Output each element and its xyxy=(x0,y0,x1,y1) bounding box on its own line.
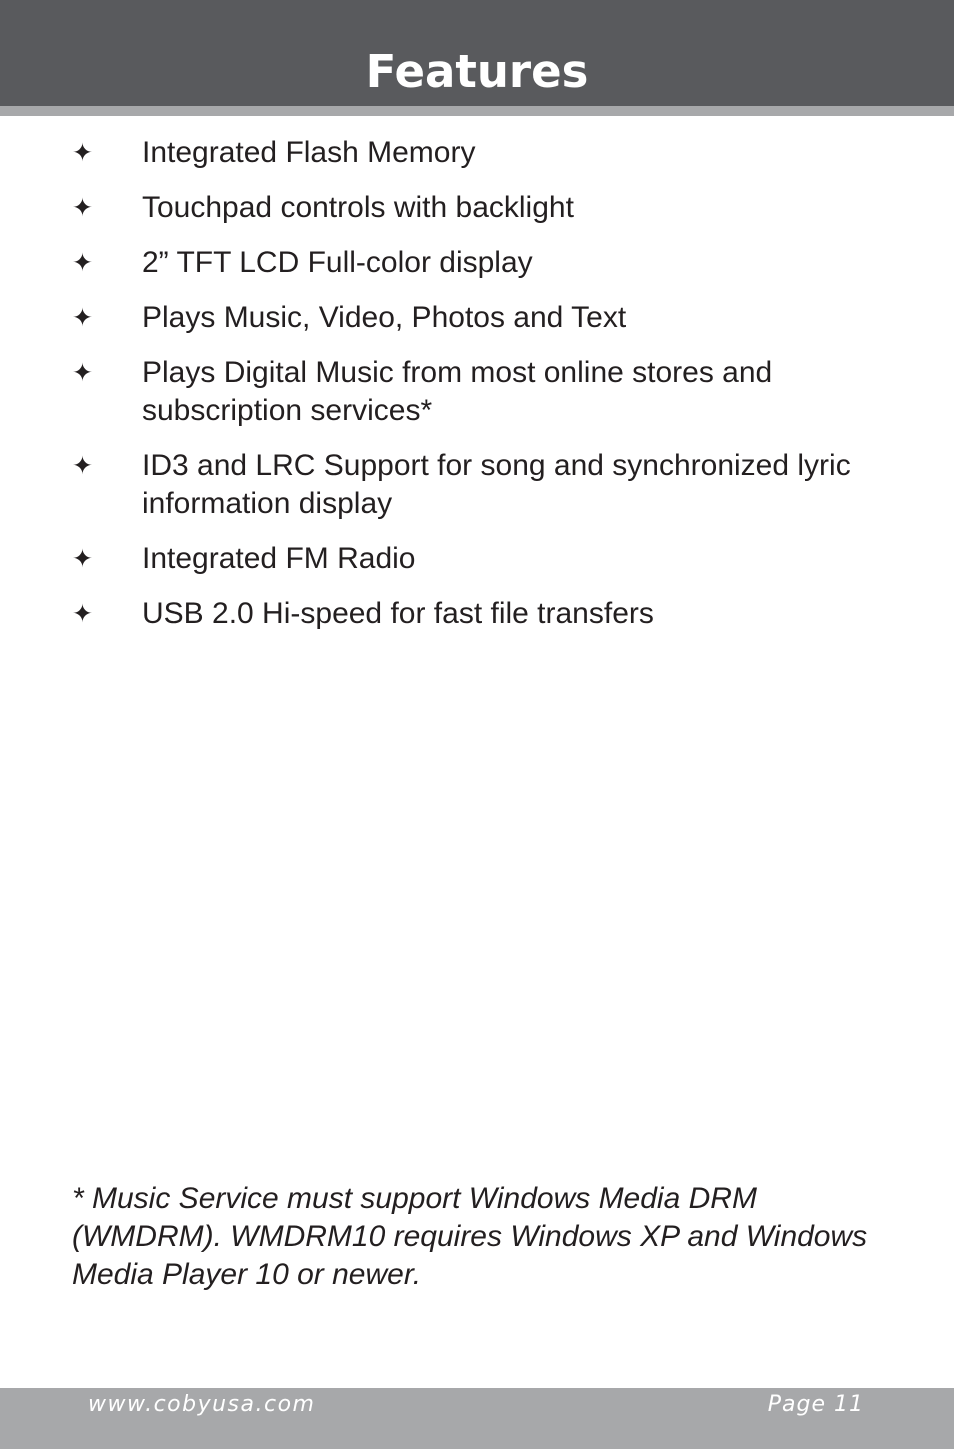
feature-text: Integrated FM Radio xyxy=(142,542,416,575)
list-item xyxy=(0,595,954,633)
four-point-star-icon: ✦ xyxy=(72,193,93,222)
list-item xyxy=(0,299,954,337)
features-list xyxy=(0,134,954,650)
footnote: * Music Service must support Windows Media DRM (WMDRM). WMDRM10 requires Windows XP and Windows Media Player 10 or newer. xyxy=(72,1182,868,1291)
list-item xyxy=(0,540,954,578)
list-item xyxy=(0,189,954,227)
list-item xyxy=(0,354,954,430)
feature-text: Plays Music, Video, Photos and Text xyxy=(142,301,627,334)
list-item xyxy=(0,447,954,523)
four-point-star-icon: ✦ xyxy=(72,138,93,167)
four-point-star-icon: ✦ xyxy=(72,358,93,387)
feature-text: Touchpad controls with backlight xyxy=(142,191,574,224)
four-point-star-icon: ✦ xyxy=(72,451,93,480)
feature-text: Integrated Flash Memory xyxy=(142,136,476,169)
footer-url: www.cobyusa.com xyxy=(88,1392,316,1417)
feature-text: Plays Digital Music from most online stores and subscription services* xyxy=(142,356,773,427)
feature-text: ID3 and LRC Support for song and synchronized lyric information display xyxy=(142,449,851,520)
page-title: Features xyxy=(365,45,589,98)
four-point-star-icon: ✦ xyxy=(72,303,93,332)
four-point-star-icon: ✦ xyxy=(72,248,93,277)
feature-text: 2” TFT LCD Full-color display xyxy=(142,246,533,279)
page-number: Page 11 xyxy=(767,1392,864,1417)
list-item xyxy=(0,244,954,282)
four-point-star-icon: ✦ xyxy=(72,599,93,628)
four-point-star-icon: ✦ xyxy=(72,544,93,573)
feature-text: USB 2.0 Hi-speed for fast file transfers xyxy=(142,597,654,630)
header-rule xyxy=(0,106,954,116)
list-item xyxy=(0,134,954,172)
